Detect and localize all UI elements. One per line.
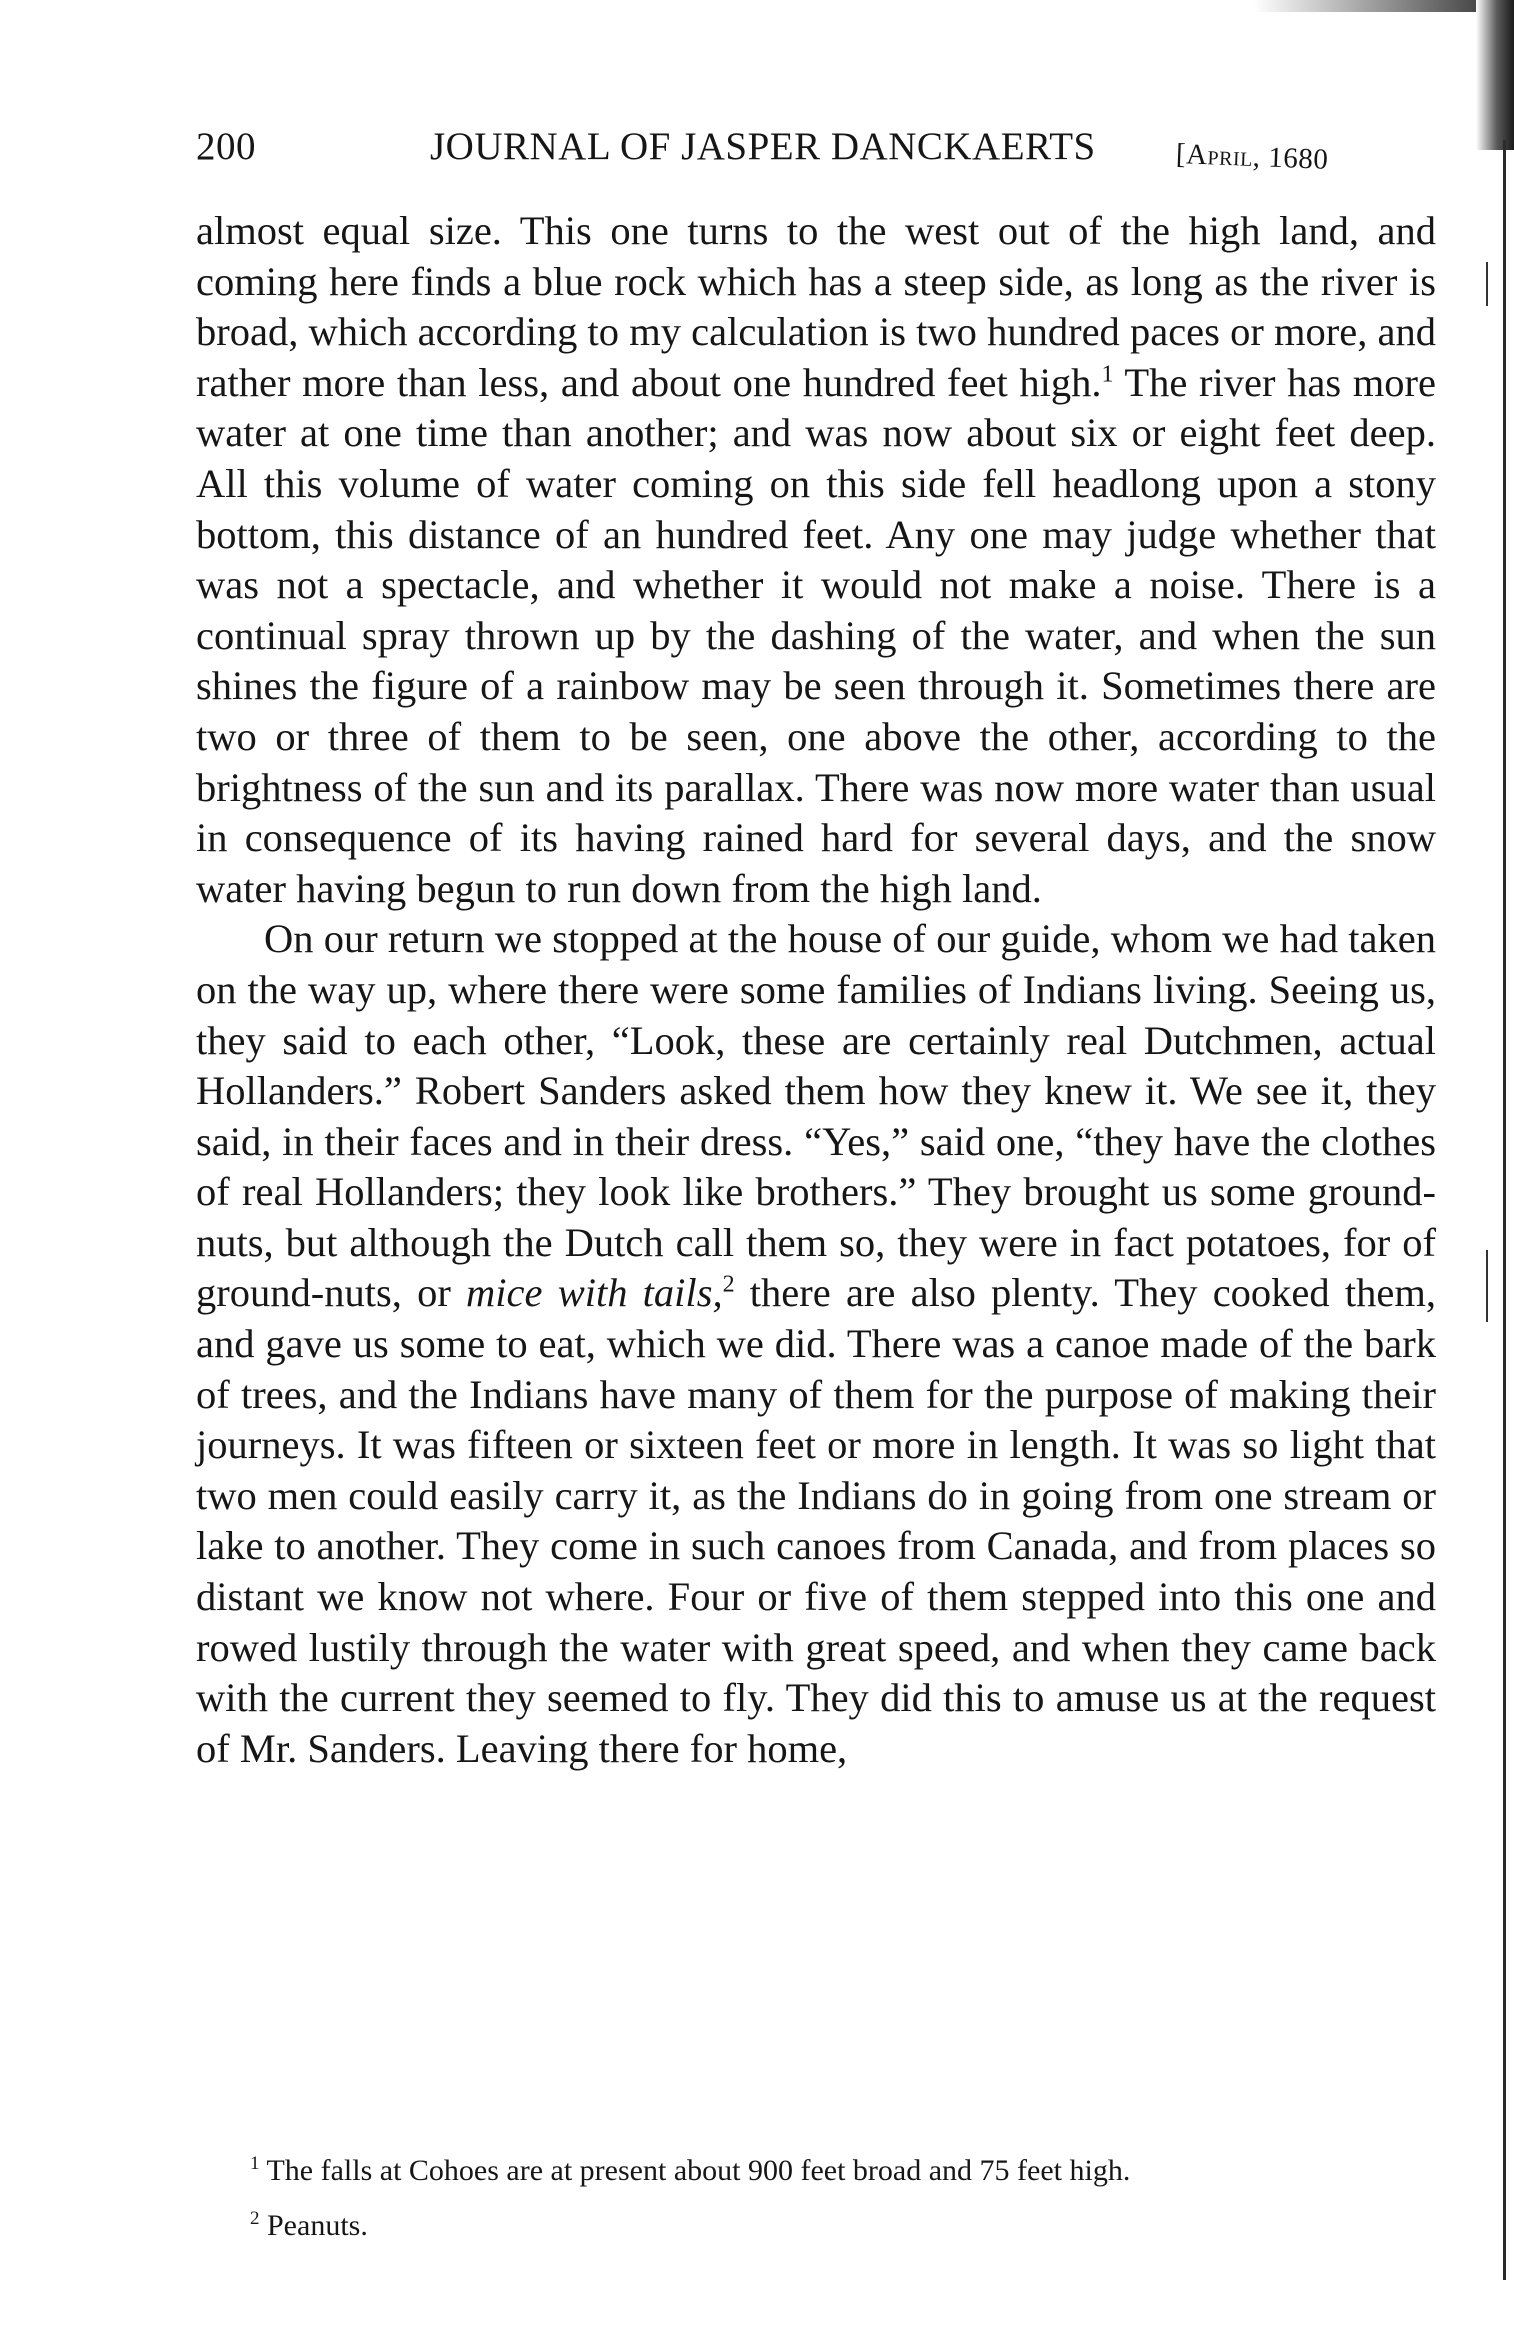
scan-shadow-top — [1254, 0, 1514, 12]
scan-shadow-corner — [1476, 0, 1514, 150]
page-number: 200 — [196, 125, 256, 168]
footnote-2-text: Peanuts. — [267, 2209, 368, 2242]
paragraph-1-text-a: almost equal size. This one turns to the west out of the high land, and coming here finds a blue rock which has a steep side, as long as the river is broad, which according to my calculation is two hundred paces or more, and rather more than less, and about one hundred feet high. — [196, 208, 1436, 405]
running-header — [196, 118, 1446, 188]
paragraph-2-text-b: there are also plenty. They cooked them, and gave us some to eat, which we did. There was a canoe made of the bark of trees, and the Indians have many of them for the purpose of making their journeys. It was fifteen or sixteen feet or more in length. It was so light that two men could easily carry it, as the Indians do in going from one stream or lake to another. They come in such canoes from Canada, and from places so distant we know not where. Four or five of them stepped into this one and rowed lustily through the water with great speed, and when they came back with the current they seemed to fly. They did this to amuse us at the request of Mr. Sanders. Leaving there for home, — [196, 1270, 1436, 1771]
footnote-2-marker: 2 — [250, 2208, 260, 2229]
date-note: [April, 1680 — [1175, 138, 1329, 176]
paragraph-1 — [196, 206, 1436, 914]
footnotes — [250, 2140, 1430, 2250]
footnote-ref-2: 2 — [722, 1271, 735, 1298]
paragraph-2 — [196, 914, 1436, 1774]
footnote-1-marker: 1 — [250, 2153, 260, 2174]
paragraph-1-text-b: The river has more water at one time than another; and was now about six or eight feet deep. All this volume of water coming on this side fell headlong upon a stony bottom, this distance of an hundred feet. Any one may judge whether that was not a spectacle, and whether it would not make a noise. There is a continual spray thrown up by the dashing of the water, and when the sun shines the figure of a rainbow may be seen through it. Sometimes there are two or three of them to be seen, one above the other, according to the brightness of the sun and its parallax. There was now more water than usual in consequence of its having rained hard for several days, and the snow water having begun to run down from the high land. — [196, 359, 1436, 911]
margin-mark — [1486, 1250, 1488, 1322]
page-edge-line — [1503, 140, 1506, 2280]
paragraph-2-text-a: On our return we stopped at the house of our guide, whom we had taken on the way up, where there were some families of Indians living. Seeing us, they said to each other, “Look, these are certainly real Dutchmen, actual Hollanders.” Robert Sanders asked them how they knew it. We see it, they said, in their faces and in their dress. “Yes,” said one, “they have the clothes of real Hollanders; they look like brothers.” They brought us some ground-nuts, but although the Dutch call them so, they were in fact potatoes, for of ground-nuts, or — [196, 916, 1436, 1316]
running-title: JOURNAL OF JASPER DANCKAERTS — [430, 125, 1096, 168]
footnote-ref-1: 1 — [1101, 361, 1114, 388]
footnote-1-text: The falls at Cohoes are at present about 900 feet broad and 75 feet high. — [266, 2154, 1131, 2187]
footnote-1 — [250, 2140, 1430, 2195]
footnote-2 — [250, 2195, 1430, 2250]
italic-phrase: mice with tails, — [466, 1270, 723, 1316]
margin-mark — [1486, 262, 1488, 306]
body-text — [196, 206, 1436, 1774]
